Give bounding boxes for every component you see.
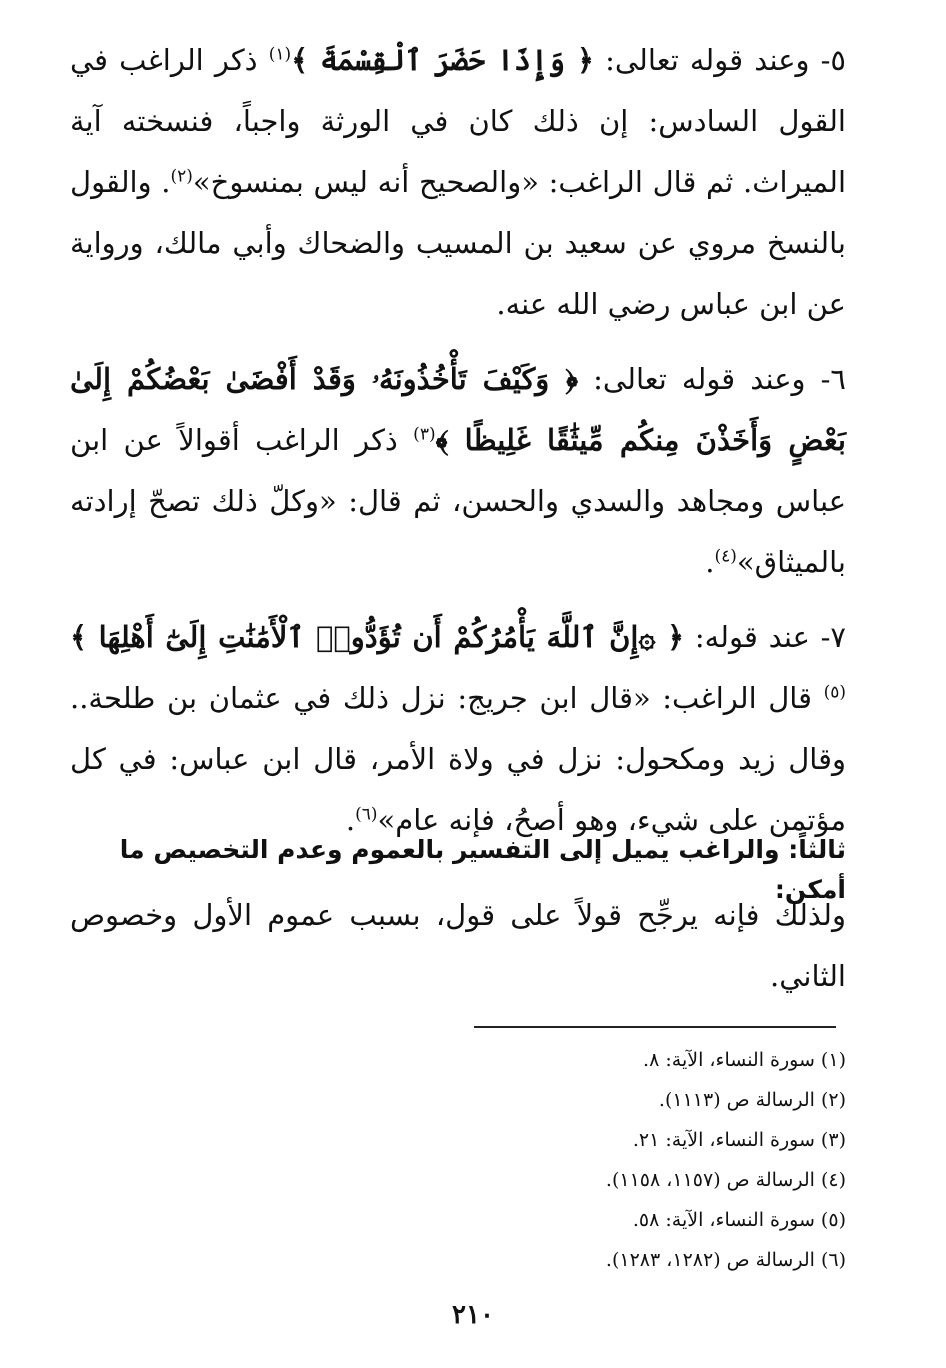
footnote-ref-1: (١) [268,44,292,65]
footnote-ref-4: (٤) [714,546,737,567]
quran-verse-5: ﴿ وَإِذَا حَضَرَ ٱلْقِسْمَةَ ﴾ [291,43,594,77]
footnote-ref-3: (٣) [413,424,436,445]
footnote-ref-5: (٥) [823,682,846,703]
page-number: ٢١٠ [452,1300,494,1330]
paragraph-5-lead: ٥- وعند قوله تعالى: [593,43,846,77]
paragraph-5 [70,30,846,335]
main-text [70,30,846,851]
quran-verse-6: ﴿ وَكَيْفَ تَأْخُذُونَهُۥ وَقَدْ أَفْضَىٰ بَعْضُكُمْ إِلَىٰ بَعْضٍ وَأَخَذْنَ مِنكُم مِّيثَٰقًا غَلِيظًا ﴾ [70,362,846,457]
section-heading: ثالثاً: والراغب يميل إلى التفسير بالعموم وعدم التخصيص ما أمكن: [119,835,846,904]
footnote-item: (٦) الرسالة ص (١٢٨٢، ١٢٨٣). [605,1249,846,1271]
paragraph-5-text-end: . والقول بالنسخ مروي عن سعيد بن المسيب والضحاك وأبي مالك، ورواية عن ابن عباس رضي الله عنه. [70,165,846,321]
paragraph-7-text-end: . [345,803,356,837]
paragraph-6-lead: ٦- وعند قوله تعالى: [578,362,846,396]
footnotes-list [326,1040,846,1280]
paragraph-5-text: ذكر الراغب في القول السادس: إن ذلك كان في الورثة واجباً، فنسخته آية الميراث. ثم قال الراغب: «والصحيح أنه ليس بمنسوخ» [70,43,846,199]
paragraph-7 [70,607,846,851]
quran-verse-7: ﴿ ۞إِنَّ ٱللَّهَ يَأْمُرُكُمْ أَن تُؤَدُّوا۟ ٱلْأَمَٰنَٰتِ إِلَىٰٓ أَهْلِهَا ﴾ [70,620,685,654]
closing-paragraph: ولذلك فإنه يرجِّح قولاً على قول، بسبب عموم الأول وخصوص الثاني. [70,898,846,993]
footnote-item: (٣) سورة النساء، الآية: ٢١. [632,1129,846,1151]
footnote-ref-2: (٢) [170,166,193,187]
footnote-divider [474,1026,836,1028]
paragraph-6 [70,349,846,593]
paragraph-7-lead: ٧- عند قوله: [684,620,846,654]
paragraph-6-text-end: . [705,545,715,579]
footnote-item: (٤) الرسالة ص (١١٥٧، ١١٥٨). [605,1169,846,1191]
footnote-item: (٢) الرسالة ص (١١١٣). [658,1089,846,1111]
footnote-item: (٥) سورة النساء، الآية: ٥٨. [632,1209,846,1231]
paragraph-6-text: ذكر الراغب أقوالاً عن ابن عباس ومجاهد والسدي والحسن، ثم قال: «وكلّ ذلك تصحّ إرادته بالميثاق» [70,423,846,579]
footnote-item: (١) سورة النساء، الآية: ٨. [643,1049,846,1071]
paragraph-7-text: قال الراغب: «قال ابن جريج: نزل ذلك في عثمان بن طلحة.. وقال زيد ومكحول: نزل في ولاة الأمر، قال ابن عباس: في كل مؤتمن على شيء، وهو أصحُ، فإنه عام» [70,681,846,837]
footnote-ref-6: (٦) [355,804,378,825]
